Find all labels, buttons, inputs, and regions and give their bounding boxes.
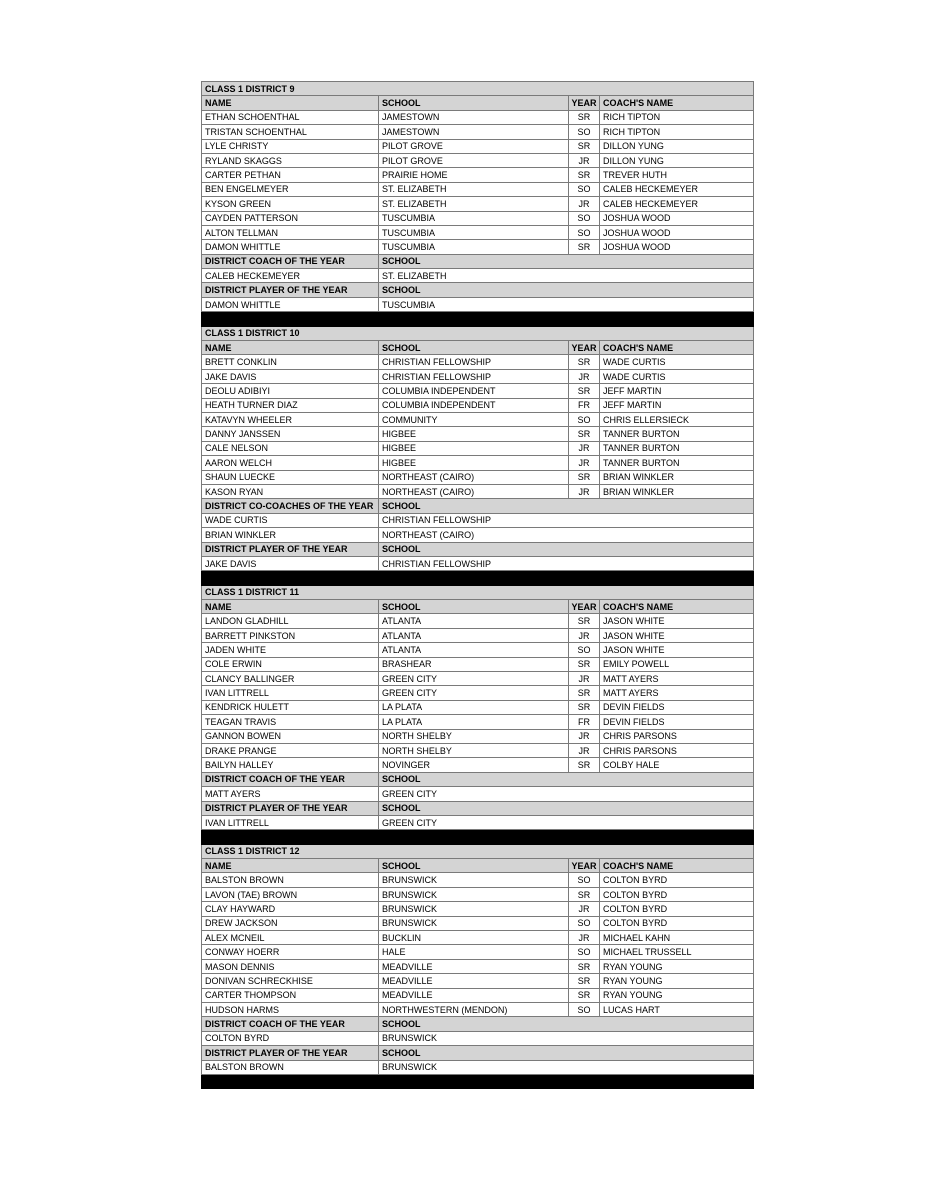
player-school: NOVINGER: [379, 758, 569, 772]
player-name: CONWAY HOERR: [202, 945, 379, 959]
district-separator: [202, 571, 754, 585]
player-row: [202, 456, 754, 470]
player-year: SR: [569, 686, 600, 700]
player-name: JADEN WHITE: [202, 643, 379, 657]
player-coach: LUCAS HART: [600, 1003, 754, 1017]
player-row: [202, 758, 754, 772]
coach-of-year-school-label: SCHOOL: [379, 772, 754, 786]
coach-of-year-school-label: SCHOOL: [379, 499, 754, 513]
player-coach: RICH TIPTON: [600, 125, 754, 139]
player-row: [202, 628, 754, 642]
player-school: BRASHEAR: [379, 657, 569, 671]
player-name: BAILYN HALLEY: [202, 758, 379, 772]
coach-of-year-school: ST. ELIZABETH: [379, 269, 754, 283]
player-year: SR: [569, 700, 600, 714]
player-year: SR: [569, 988, 600, 1002]
player-row: [202, 672, 754, 686]
player-year: SR: [569, 427, 600, 441]
player-year: SO: [569, 873, 600, 887]
player-year: SR: [569, 384, 600, 398]
player-row: [202, 614, 754, 628]
player-year: JR: [569, 369, 600, 383]
player-year: SR: [569, 110, 600, 124]
player-year: SO: [569, 211, 600, 225]
coach-header: COACH'S NAME: [600, 859, 754, 873]
player-year: FR: [569, 715, 600, 729]
coach-of-year-header-row: [202, 254, 754, 268]
player-of-year-header-row: [202, 542, 754, 556]
coach-of-year-school-label: SCHOOL: [379, 1017, 754, 1031]
player-school: JAMESTOWN: [379, 125, 569, 139]
coach-of-year-row: [202, 528, 754, 542]
player-coach: BRIAN WINKLER: [600, 484, 754, 498]
player-coach: DEVIN FIELDS: [600, 715, 754, 729]
player-row: [202, 916, 754, 930]
player-coach: TANNER BURTON: [600, 427, 754, 441]
district-title-row: [202, 82, 754, 96]
player-coach: COLTON BYRD: [600, 873, 754, 887]
player-coach: COLTON BYRD: [600, 916, 754, 930]
coach-header: COACH'S NAME: [600, 600, 754, 614]
player-school: BRUNSWICK: [379, 887, 569, 901]
player-coach: COLTON BYRD: [600, 887, 754, 901]
coach-of-year-row: [202, 787, 754, 801]
player-row: [202, 384, 754, 398]
name-header: NAME: [202, 96, 379, 110]
player-row: [202, 657, 754, 671]
player-year: JR: [569, 456, 600, 470]
player-name: IVAN LITTRELL: [202, 686, 379, 700]
coach-of-year-name: COLTON BYRD: [202, 1031, 379, 1045]
player-school: MEADVILLE: [379, 974, 569, 988]
player-school: PRAIRIE HOME: [379, 168, 569, 182]
player-year: SR: [569, 139, 600, 153]
school-header: SCHOOL: [379, 341, 569, 355]
player-school: NORTH SHELBY: [379, 743, 569, 757]
player-name: CAYDEN PATTERSON: [202, 211, 379, 225]
coach-of-year-row: [202, 269, 754, 283]
district-title: CLASS 1 DISTRICT 9: [202, 82, 754, 96]
player-coach: COLTON BYRD: [600, 902, 754, 916]
player-coach: JASON WHITE: [600, 628, 754, 642]
player-coach: RICH TIPTON: [600, 110, 754, 124]
player-year: SR: [569, 168, 600, 182]
player-of-year-row: [202, 297, 754, 311]
player-school: ATLANTA: [379, 643, 569, 657]
player-name: DREW JACKSON: [202, 916, 379, 930]
player-year: JR: [569, 729, 600, 743]
school-header: SCHOOL: [379, 96, 569, 110]
player-row: [202, 125, 754, 139]
player-of-year-header-row: [202, 283, 754, 297]
player-year: JR: [569, 628, 600, 642]
player-row: [202, 715, 754, 729]
player-school: BRUNSWICK: [379, 902, 569, 916]
player-name: CARTER THOMPSON: [202, 988, 379, 1002]
coach-of-year-row: [202, 1031, 754, 1045]
coach-of-year-school-label: SCHOOL: [379, 254, 754, 268]
player-of-year-name: DAMON WHITTLE: [202, 297, 379, 311]
player-name: BARRETT PINKSTON: [202, 628, 379, 642]
player-school: JAMESTOWN: [379, 110, 569, 124]
player-year: JR: [569, 441, 600, 455]
player-row: [202, 931, 754, 945]
player-school: BRUNSWICK: [379, 873, 569, 887]
player-row: [202, 974, 754, 988]
district-title-row: [202, 326, 754, 340]
player-of-year-header-row: [202, 801, 754, 815]
player-coach: DILLON YUNG: [600, 139, 754, 153]
player-name: DEOLU ADIBIYI: [202, 384, 379, 398]
player-row: [202, 743, 754, 757]
player-row: [202, 902, 754, 916]
coach-of-year-school: CHRISTIAN FELLOWSHIP: [379, 513, 754, 527]
player-name: ETHAN SCHOENTHAL: [202, 110, 379, 124]
player-name: JAKE DAVIS: [202, 369, 379, 383]
player-row: [202, 988, 754, 1002]
player-coach: JOSHUA WOOD: [600, 211, 754, 225]
player-school: BUCKLIN: [379, 931, 569, 945]
player-year: SR: [569, 240, 600, 254]
player-row: [202, 197, 754, 211]
player-name: LAVON (TAE) BROWN: [202, 887, 379, 901]
player-name: MASON DENNIS: [202, 959, 379, 973]
player-name: BRETT CONKLIN: [202, 355, 379, 369]
player-school: GREEN CITY: [379, 686, 569, 700]
player-row: [202, 225, 754, 239]
name-header: NAME: [202, 600, 379, 614]
player-row: [202, 441, 754, 455]
coach-of-year-name: WADE CURTIS: [202, 513, 379, 527]
player-coach: COLBY HALE: [600, 758, 754, 772]
player-row: [202, 355, 754, 369]
player-of-year-header-row: [202, 1046, 754, 1060]
player-year: JR: [569, 743, 600, 757]
player-school: GREEN CITY: [379, 672, 569, 686]
player-of-year-row: [202, 556, 754, 570]
player-name: DONIVAN SCHRECKHISE: [202, 974, 379, 988]
player-of-year-school-label: SCHOOL: [379, 801, 754, 815]
player-year: SO: [569, 125, 600, 139]
player-coach: JEFF MARTIN: [600, 398, 754, 412]
player-name: COLE ERWIN: [202, 657, 379, 671]
player-name: KENDRICK HULETT: [202, 700, 379, 714]
player-coach: JASON WHITE: [600, 643, 754, 657]
player-name: DANNY JANSSEN: [202, 427, 379, 441]
player-row: [202, 412, 754, 426]
coach-of-year-header-row: [202, 1017, 754, 1031]
player-year: FR: [569, 398, 600, 412]
player-name: ALTON TELLMAN: [202, 225, 379, 239]
player-of-year-school-label: SCHOOL: [379, 283, 754, 297]
player-year: SR: [569, 470, 600, 484]
coach-of-year-school: NORTHEAST (CAIRO): [379, 528, 754, 542]
separator-bar: [202, 830, 754, 844]
player-year: SO: [569, 412, 600, 426]
player-school: CHRISTIAN FELLOWSHIP: [379, 369, 569, 383]
player-school: ST. ELIZABETH: [379, 197, 569, 211]
player-of-year-school-label: SCHOOL: [379, 542, 754, 556]
player-year: SR: [569, 974, 600, 988]
player-row: [202, 211, 754, 225]
player-coach: TANNER BURTON: [600, 456, 754, 470]
player-row: [202, 729, 754, 743]
column-header-row: [202, 341, 754, 355]
player-row: [202, 945, 754, 959]
player-school: LA PLATA: [379, 700, 569, 714]
player-name: LYLE CHRISTY: [202, 139, 379, 153]
player-of-year-label: DISTRICT PLAYER OF THE YEAR: [202, 283, 379, 297]
player-row: [202, 240, 754, 254]
player-name: TRISTAN SCHOENTHAL: [202, 125, 379, 139]
district-title-row: [202, 585, 754, 599]
all-district-table: [201, 81, 754, 1089]
coach-of-year-name: MATT AYERS: [202, 787, 379, 801]
player-school: HIGBEE: [379, 427, 569, 441]
player-name: CALE NELSON: [202, 441, 379, 455]
player-of-year-label: DISTRICT PLAYER OF THE YEAR: [202, 801, 379, 815]
player-coach: TREVER HUTH: [600, 168, 754, 182]
separator-bar: [202, 1074, 754, 1088]
player-coach: JOSHUA WOOD: [600, 240, 754, 254]
district-title: CLASS 1 DISTRICT 12: [202, 844, 754, 858]
player-school: CHRISTIAN FELLOWSHIP: [379, 355, 569, 369]
player-row: [202, 153, 754, 167]
player-of-year-row: [202, 815, 754, 829]
player-school: ATLANTA: [379, 614, 569, 628]
player-year: JR: [569, 153, 600, 167]
player-row: [202, 484, 754, 498]
player-year: JR: [569, 484, 600, 498]
player-name: CARTER PETHAN: [202, 168, 379, 182]
player-row: [202, 168, 754, 182]
coach-of-year-name: CALEB HECKEMEYER: [202, 269, 379, 283]
coach-of-year-label: DISTRICT CO-COACHES OF THE YEAR: [202, 499, 379, 513]
player-coach: CHRIS ELLERSIECK: [600, 412, 754, 426]
player-school: COLUMBIA INDEPENDENT: [379, 384, 569, 398]
player-row: [202, 959, 754, 973]
column-header-row: [202, 859, 754, 873]
player-name: BEN ENGELMEYER: [202, 182, 379, 196]
player-name: HUDSON HARMS: [202, 1003, 379, 1017]
coach-header: COACH'S NAME: [600, 341, 754, 355]
player-school: COMMUNITY: [379, 412, 569, 426]
player-name: CLANCY BALLINGER: [202, 672, 379, 686]
player-school: LA PLATA: [379, 715, 569, 729]
coach-of-year-label: DISTRICT COACH OF THE YEAR: [202, 254, 379, 268]
player-school: NORTHEAST (CAIRO): [379, 470, 569, 484]
school-header: SCHOOL: [379, 859, 569, 873]
player-school: HIGBEE: [379, 441, 569, 455]
player-year: SR: [569, 614, 600, 628]
player-name: LANDON GLADHILL: [202, 614, 379, 628]
player-school: PILOT GROVE: [379, 139, 569, 153]
player-year: JR: [569, 197, 600, 211]
all-district-sheet: [201, 81, 753, 1089]
player-row: [202, 369, 754, 383]
player-of-year-name: BALSTON BROWN: [202, 1060, 379, 1074]
player-school: MEADVILLE: [379, 988, 569, 1002]
player-year: SO: [569, 225, 600, 239]
player-of-year-label: DISTRICT PLAYER OF THE YEAR: [202, 1046, 379, 1060]
district-separator: [202, 312, 754, 326]
coach-of-year-header-row: [202, 499, 754, 513]
district-separator: [202, 830, 754, 844]
player-school: HIGBEE: [379, 456, 569, 470]
player-coach: RYAN YOUNG: [600, 959, 754, 973]
player-school: TUSCUMBIA: [379, 240, 569, 254]
year-header: YEAR: [569, 96, 600, 110]
player-school: NORTHWESTERN (MENDON): [379, 1003, 569, 1017]
player-year: JR: [569, 931, 600, 945]
school-header: SCHOOL: [379, 600, 569, 614]
player-school: COLUMBIA INDEPENDENT: [379, 398, 569, 412]
player-name: KYSON GREEN: [202, 197, 379, 211]
year-header: YEAR: [569, 600, 600, 614]
player-name: BALSTON BROWN: [202, 873, 379, 887]
player-coach: TANNER BURTON: [600, 441, 754, 455]
player-coach: CHRIS PARSONS: [600, 729, 754, 743]
player-school: HALE: [379, 945, 569, 959]
player-coach: RYAN YOUNG: [600, 988, 754, 1002]
player-coach: WADE CURTIS: [600, 355, 754, 369]
coach-of-year-row: [202, 513, 754, 527]
player-row: [202, 427, 754, 441]
player-year: SO: [569, 916, 600, 930]
player-school: BRUNSWICK: [379, 916, 569, 930]
player-coach: JASON WHITE: [600, 614, 754, 628]
player-school: NORTHEAST (CAIRO): [379, 484, 569, 498]
player-row: [202, 686, 754, 700]
player-year: SR: [569, 959, 600, 973]
column-header-row: [202, 600, 754, 614]
coach-of-year-label: DISTRICT COACH OF THE YEAR: [202, 1017, 379, 1031]
player-name: HEATH TURNER DIAZ: [202, 398, 379, 412]
player-name: RYLAND SKAGGS: [202, 153, 379, 167]
player-coach: MICHAEL KAHN: [600, 931, 754, 945]
player-of-year-label: DISTRICT PLAYER OF THE YEAR: [202, 542, 379, 556]
player-school: ATLANTA: [379, 628, 569, 642]
player-coach: MATT AYERS: [600, 686, 754, 700]
district-title: CLASS 1 DISTRICT 11: [202, 585, 754, 599]
player-year: SR: [569, 657, 600, 671]
player-coach: BRIAN WINKLER: [600, 470, 754, 484]
coach-of-year-label: DISTRICT COACH OF THE YEAR: [202, 772, 379, 786]
player-name: ALEX MCNEIL: [202, 931, 379, 945]
player-coach: EMILY POWELL: [600, 657, 754, 671]
player-coach: CALEB HECKEMEYER: [600, 197, 754, 211]
year-header: YEAR: [569, 859, 600, 873]
player-name: AARON WELCH: [202, 456, 379, 470]
player-year: SO: [569, 945, 600, 959]
player-name: TEAGAN TRAVIS: [202, 715, 379, 729]
coach-header: COACH'S NAME: [600, 96, 754, 110]
player-name: DRAKE PRANGE: [202, 743, 379, 757]
name-header: NAME: [202, 341, 379, 355]
district-separator: [202, 1074, 754, 1088]
coach-of-year-school: BRUNSWICK: [379, 1031, 754, 1045]
player-coach: CHRIS PARSONS: [600, 743, 754, 757]
player-name: SHAUN LUECKE: [202, 470, 379, 484]
player-name: GANNON BOWEN: [202, 729, 379, 743]
player-coach: MATT AYERS: [600, 672, 754, 686]
player-coach: DILLON YUNG: [600, 153, 754, 167]
player-school: PILOT GROVE: [379, 153, 569, 167]
player-name: KATAVYN WHEELER: [202, 412, 379, 426]
coach-of-year-name: BRIAN WINKLER: [202, 528, 379, 542]
player-school: TUSCUMBIA: [379, 225, 569, 239]
player-row: [202, 139, 754, 153]
player-school: TUSCUMBIA: [379, 211, 569, 225]
player-row: [202, 1003, 754, 1017]
player-school: NORTH SHELBY: [379, 729, 569, 743]
district-title-row: [202, 844, 754, 858]
player-of-year-school-label: SCHOOL: [379, 1046, 754, 1060]
player-of-year-school: GREEN CITY: [379, 815, 754, 829]
player-of-year-name: JAKE DAVIS: [202, 556, 379, 570]
player-row: [202, 110, 754, 124]
player-of-year-name: IVAN LITTRELL: [202, 815, 379, 829]
coach-of-year-school: GREEN CITY: [379, 787, 754, 801]
name-header: NAME: [202, 859, 379, 873]
player-school: ST. ELIZABETH: [379, 182, 569, 196]
player-of-year-school: CHRISTIAN FELLOWSHIP: [379, 556, 754, 570]
column-header-row: [202, 96, 754, 110]
separator-bar: [202, 571, 754, 585]
player-row: [202, 470, 754, 484]
player-year: SR: [569, 355, 600, 369]
player-row: [202, 700, 754, 714]
player-row: [202, 643, 754, 657]
player-row: [202, 887, 754, 901]
coach-of-year-header-row: [202, 772, 754, 786]
player-school: MEADVILLE: [379, 959, 569, 973]
player-coach: RYAN YOUNG: [600, 974, 754, 988]
player-year: SO: [569, 182, 600, 196]
player-year: JR: [569, 902, 600, 916]
player-coach: WADE CURTIS: [600, 369, 754, 383]
player-year: SR: [569, 758, 600, 772]
player-of-year-school: BRUNSWICK: [379, 1060, 754, 1074]
player-row: [202, 182, 754, 196]
player-year: JR: [569, 672, 600, 686]
player-coach: DEVIN FIELDS: [600, 700, 754, 714]
player-row: [202, 398, 754, 412]
player-coach: MICHAEL TRUSSELL: [600, 945, 754, 959]
player-year: SO: [569, 643, 600, 657]
district-title: CLASS 1 DISTRICT 10: [202, 326, 754, 340]
player-name: CLAY HAYWARD: [202, 902, 379, 916]
player-name: KASON RYAN: [202, 484, 379, 498]
player-year: SO: [569, 1003, 600, 1017]
player-coach: JOSHUA WOOD: [600, 225, 754, 239]
player-row: [202, 873, 754, 887]
player-of-year-school: TUSCUMBIA: [379, 297, 754, 311]
player-coach: JEFF MARTIN: [600, 384, 754, 398]
player-name: DAMON WHITTLE: [202, 240, 379, 254]
player-year: SR: [569, 887, 600, 901]
player-coach: CALEB HECKEMEYER: [600, 182, 754, 196]
separator-bar: [202, 312, 754, 326]
player-of-year-row: [202, 1060, 754, 1074]
year-header: YEAR: [569, 341, 600, 355]
